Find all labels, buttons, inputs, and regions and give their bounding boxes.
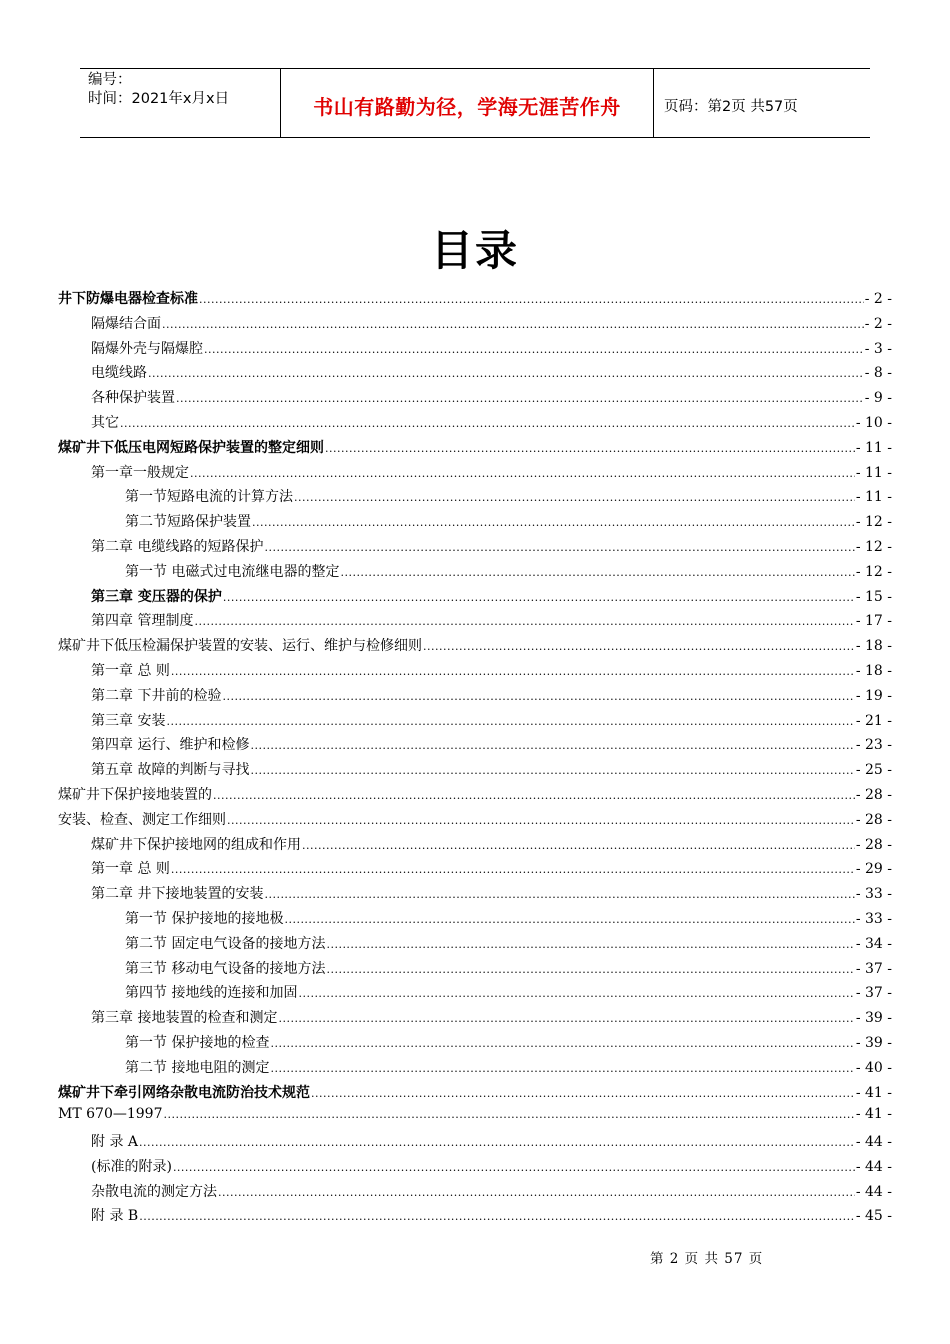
toc-dot-leader [162,318,864,331]
toc-entry-page: - 18 - [855,662,892,679]
toc-entry-page: - 28 - [855,786,892,803]
toc-entry-title: 安装、检查、测定工作细则 [58,811,226,828]
toc-entry-page: - 11 - [855,439,892,456]
toc-dot-leader [139,1210,855,1223]
toc-entry-title: 附 录 A [91,1134,139,1151]
toc-entry-page: - 11 - [855,489,892,506]
toc-entry[interactable] [58,462,892,487]
toc-entry[interactable] [58,809,892,834]
toc-entry-title: 第二节短路保护装置 [125,514,251,531]
toc-entry-title: 第四节 接地线的连接和加固 [125,985,298,1002]
toc-dot-leader [199,293,864,306]
toc-dot-leader [227,814,855,827]
toc-entry-title: 电缆线路 [91,365,147,382]
toc-dot-leader [223,591,855,604]
toc-dot-leader [173,1161,855,1174]
toc-dot-leader [250,739,854,752]
toc-entry-title: 煤矿井下牵引网络杂散电流防治技术规范 [58,1084,310,1101]
toc-entry[interactable] [58,883,892,908]
toc-entry-title: (标准的附录) [91,1158,172,1175]
toc-entry[interactable] [58,635,892,660]
toc-entry-title: 第一节 电磁式过电流继电器的整定 [125,563,340,580]
toc-dot-leader [163,1108,854,1121]
toc-entry-page: - 12 - [855,514,892,531]
toc-entry-page: - 29 - [855,861,892,878]
toc-entry-page: - 44 - [855,1183,892,1200]
toc-entry-title: 第一节 保护接地的检查 [125,1034,270,1051]
toc-entry-title: 第一节短路电流的计算方法 [125,489,293,506]
toc-entry[interactable] [58,1181,892,1206]
toc-entry-page: - 23 - [855,737,892,754]
toc-dot-leader [194,615,854,628]
toc-entry-page: - 41 - [855,1106,892,1123]
toc-dot-leader [139,1136,855,1149]
toc-dot-leader [326,963,854,976]
toc-entry[interactable] [58,610,892,635]
toc-dot-leader [423,640,855,653]
page-footer: 第 2 页 共 57 页 [650,1251,764,1267]
toc-dot-leader [120,417,855,430]
toc-dot-leader [284,913,854,926]
toc-entry[interactable] [58,958,892,983]
toc-entry[interactable] [58,908,892,933]
toc-entry-title: 第四章 运行、维护和检修 [91,737,250,754]
toc-dot-leader [264,541,854,554]
toc-entry-title: 第五章 故障的判断与寻找 [91,762,250,779]
toc-entry[interactable] [58,759,892,784]
toc-entry-page: - 40 - [855,1059,892,1076]
toc-dot-leader [171,665,855,678]
toc-entry[interactable] [58,338,892,363]
toc-entry-title: 井下防爆电器检查标准 [58,291,198,307]
toc-entry-page: - 33 - [855,886,892,903]
toc-entry[interactable] [58,511,892,536]
toc-dot-leader [166,715,854,728]
page-title: 目录 [430,226,519,275]
toc-entry-page: - 19 - [855,687,892,704]
toc-entry-title: 第一章 总 则 [91,861,170,878]
toc-dot-leader [218,1186,855,1199]
toc-entry[interactable] [58,586,892,611]
header-date: 时间：2021年x月x日 [88,91,230,107]
toc-entry-page: - 44 - [855,1134,892,1151]
toc-dot-leader [270,1062,854,1075]
toc-entry-page: - 33 - [855,910,892,927]
toc-dot-leader [264,888,854,901]
toc-entry-page: - 37 - [855,960,892,977]
toc-entry-title: 第二章 下井前的检验 [91,687,222,704]
toc-entry-page: - 25 - [855,762,892,779]
toc-entry[interactable] [58,734,892,759]
toc-dot-leader [340,566,854,579]
toc-entry-page: - 37 - [855,985,892,1002]
toc-entry-page: - 17 - [855,613,892,630]
toc-entry-page: - 28 - [855,811,892,828]
header-motto: 书山有路勤为径，学海无涯苦作舟 [281,69,654,137]
toc-entry-page: - 2 - [864,315,892,332]
toc-entry-title: 煤矿井下保护接地装置的 [58,786,212,803]
toc-entry[interactable] [58,982,892,1007]
toc-entry-title: 隔爆外壳与隔爆腔 [91,340,203,357]
toc-entry-title: MT 670—1997 [58,1106,163,1123]
toc-entry-page: - 21 - [855,712,892,729]
toc-dot-leader [302,839,855,852]
toc-entry-page: - 28 - [855,836,892,853]
toc-entry[interactable] [58,561,892,586]
toc-entry[interactable] [58,685,892,710]
toc-dot-leader [298,987,854,1000]
toc-dot-leader [213,789,855,802]
toc-entry[interactable] [58,710,892,735]
toc-entry-title: 第二章 井下接地装置的安装 [91,886,264,903]
toc-entry-page: - 2 - [864,291,892,307]
toc-entry-title: 第二节 固定电气设备的接地方法 [125,935,326,952]
toc-entry-page: - 34 - [855,935,892,952]
toc-dot-leader [222,690,854,703]
table-of-contents [58,288,892,1230]
toc-dot-leader [171,863,855,876]
toc-entry[interactable] [58,1205,892,1230]
toc-entry-page: - 10 - [855,414,892,431]
toc-entry[interactable] [58,1131,892,1156]
toc-entry[interactable] [58,1007,892,1032]
toc-entry-page: - 9 - [864,390,892,407]
toc-entry[interactable] [58,486,892,511]
toc-entry[interactable] [58,288,892,313]
toc-entry-page: - 12 - [855,538,892,555]
toc-entry-title: 第一章 总 则 [91,662,170,679]
toc-entry[interactable] [58,1156,892,1181]
toc-entry-page: - 44 - [855,1158,892,1175]
toc-dot-leader [270,1037,854,1050]
toc-entry-title: 第四章 管理制度 [91,613,194,630]
toc-entry-title: 煤矿井下低压电网短路保护装置的整定细则 [58,439,324,456]
toc-entry-page: - 8 - [864,365,892,382]
toc-entry-title: 杂散电流的测定方法 [91,1183,217,1200]
toc-entry[interactable] [58,660,892,685]
header-meta [80,69,281,137]
toc-dot-leader [326,938,854,951]
toc-dot-leader [325,442,855,455]
toc-entry[interactable] [58,1032,892,1057]
toc-entry[interactable] [58,784,892,809]
toc-entry[interactable] [58,437,892,462]
toc-dot-leader [250,764,854,777]
toc-entry-title: 其它 [91,414,119,431]
toc-dot-leader [311,1087,855,1100]
toc-entry-title: 第三章 变压器的保护 [91,588,222,605]
header-page-info: 页码：第2页 共57页 [664,98,798,115]
toc-entry[interactable] [58,1106,892,1131]
toc-entry-title: 隔爆结合面 [91,315,161,332]
toc-entry-page: - 11 - [855,464,892,481]
toc-entry-title: 第三章 安装 [91,712,166,729]
toc-entry-title: 第三章 接地装置的检查和测定 [91,1010,278,1027]
toc-entry-page: - 45 - [855,1208,892,1225]
toc-dot-leader [148,367,864,380]
toc-entry-title: 煤矿井下低压检漏保护装置的安装、运行、维护与检修细则 [58,638,422,655]
toc-entry-page: - 18 - [855,638,892,655]
toc-dot-leader [294,491,855,504]
toc-entry[interactable] [58,313,892,338]
toc-entry[interactable] [58,362,892,387]
toc-entry-title: 各种保护装置 [91,390,175,407]
toc-entry[interactable] [58,1082,892,1107]
toc-dot-leader [278,1012,854,1025]
toc-entry[interactable] [58,858,892,883]
toc-entry-page: - 12 - [855,563,892,580]
toc-entry-page: - 39 - [855,1010,892,1027]
toc-dot-leader [190,467,855,480]
toc-entry-page: - 41 - [855,1084,892,1101]
header-number: 编号： [88,72,132,88]
toc-entry-title: 第三节 移动电气设备的接地方法 [125,960,326,977]
toc-entry-title: 第二章 电缆线路的短路保护 [91,538,264,555]
toc-entry-title: 第一节 保护接地的接地极 [125,910,284,927]
toc-dot-leader [252,516,855,529]
toc-entry-page: - 39 - [855,1034,892,1051]
toc-dot-leader [204,343,864,356]
toc-entry-page: - 15 - [855,588,892,605]
toc-entry-title: 第二节 接地电阻的测定 [125,1059,270,1076]
page-header [80,68,870,138]
toc-entry[interactable] [58,1057,892,1082]
toc-entry[interactable] [58,834,892,859]
toc-entry-page: - 3 - [864,340,892,357]
toc-dot-leader [176,392,864,405]
toc-entry-title: 煤矿井下保护接地网的组成和作用 [91,836,301,853]
toc-entry[interactable] [58,536,892,561]
toc-entry-title: 第一章一般规定 [91,464,189,481]
toc-entry[interactable] [58,933,892,958]
toc-entry[interactable] [58,387,892,412]
toc-entry[interactable] [58,412,892,437]
toc-entry-title: 附 录 B [91,1208,139,1225]
